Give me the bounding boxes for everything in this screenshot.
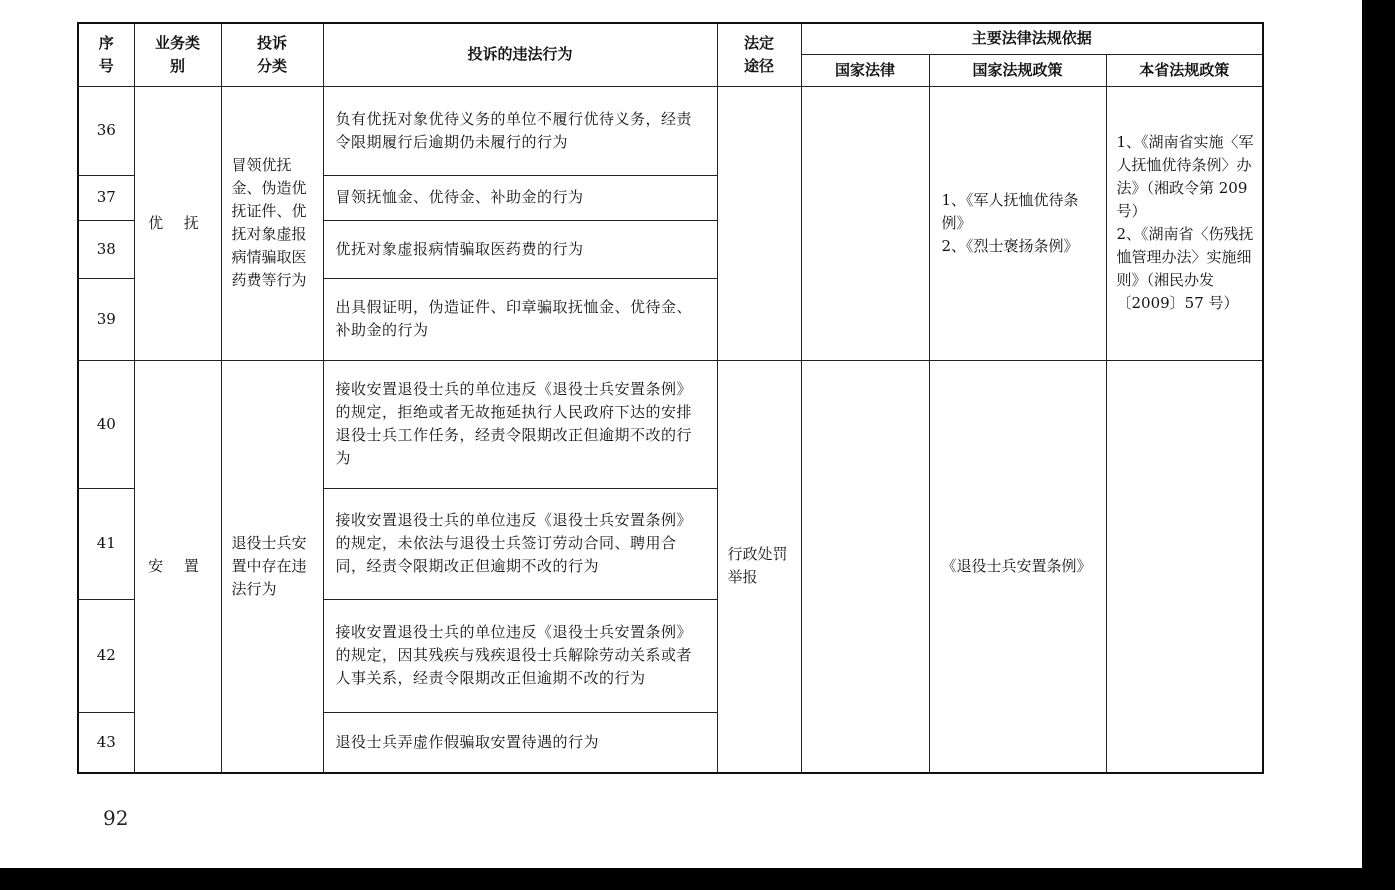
violation-cell: 接收安置退役士兵的单位违反《退役士兵安置条例》的规定，因其残疾与残疾退役士兵解除劳动关系或者人事关系，经责令限期改正但逾期不改的行为 xyxy=(323,599,717,712)
national-reg-item: 2、《烈士褒扬条例》 xyxy=(941,236,1079,255)
header-basis: 主要法律法规依据 xyxy=(801,23,1263,54)
complaint-type-cell: 退役士兵安置中存在违法行为 xyxy=(221,360,323,773)
category-cell: 优 抚 xyxy=(134,86,221,360)
violation-cell: 出具假证明，伪造证件、印章骗取抚恤金、优待金、补助金的行为 xyxy=(323,278,717,360)
violation-cell: 冒领抚恤金、优待金、补助金的行为 xyxy=(323,175,717,220)
provincial-reg-cell xyxy=(1106,86,1263,360)
header-seq: 序号 xyxy=(78,23,134,86)
row-number: 37 xyxy=(78,175,134,220)
national-law-cell xyxy=(801,86,929,360)
violation-cell: 接收安置退役士兵的单位违反《退役士兵安置条例》的规定，未依法与退役士兵签订劳动合同、聘用合同，经责令限期改正但逾期不改的行为 xyxy=(323,488,717,599)
row-number: 43 xyxy=(78,712,134,773)
national-law-cell xyxy=(801,360,929,773)
violation-cell: 退役士兵弄虚作假骗取安置待遇的行为 xyxy=(323,712,717,773)
header-national-law: 国家法律 xyxy=(801,54,929,86)
channel-cell: 行政处罚举报 xyxy=(717,360,801,773)
row-number: 41 xyxy=(78,488,134,599)
row-number: 40 xyxy=(78,360,134,488)
violation-cell: 优抚对象虚报病情骗取医药费的行为 xyxy=(323,220,717,278)
national-reg-cell xyxy=(929,86,1106,360)
header-violation: 投诉的违法行为 xyxy=(323,23,717,86)
violation-cell: 接收安置退役士兵的单位违反《退役士兵安置条例》的规定，拒绝或者无故拖延执行人民政府下达的安排退役士兵工作任务，经责令限期改正但逾期不改的行为 xyxy=(323,360,717,488)
header-provincial-reg: 本省法规政策 xyxy=(1106,54,1263,86)
page-edge xyxy=(1358,0,1362,868)
national-reg-cell: 《退役士兵安置条例》 xyxy=(929,360,1106,773)
provincial-reg-item: 1、《湖南省实施〈军人抚恤优待条例〉办法》（湘政令第 209 号） xyxy=(1116,133,1254,220)
row-number: 36 xyxy=(78,86,134,175)
provincial-reg-item: 2、《湖南省〈伤残抚恤管理办法〉实施细则》（湘民办发〔2009〕57 号） xyxy=(1116,225,1254,312)
category-cell: 安 置 xyxy=(134,360,221,773)
header-channel: 法定途径 xyxy=(717,23,801,86)
violation-cell: 负有优抚对象优待义务的单位不履行优待义务，经责令限期履行后逾期仍未履行的行为 xyxy=(323,86,717,175)
national-reg-item: 1、《军人抚恤优待条例》 xyxy=(941,190,1079,232)
header-complaint-type: 投诉分类 xyxy=(221,23,323,86)
regulation-table xyxy=(77,22,1264,774)
row-number: 38 xyxy=(78,220,134,278)
header-national-reg: 国家法规政策 xyxy=(929,54,1106,86)
page-number: 92 xyxy=(103,806,129,830)
row-number: 42 xyxy=(78,599,134,712)
header-category: 业务类别 xyxy=(134,23,221,86)
channel-cell xyxy=(717,86,801,360)
complaint-type-cell: 冒领优抚金、伪造优抚证件、优抚对象虚报病情骗取医药费等行为 xyxy=(221,86,323,360)
row-number: 39 xyxy=(78,278,134,360)
provincial-reg-cell xyxy=(1106,360,1263,773)
